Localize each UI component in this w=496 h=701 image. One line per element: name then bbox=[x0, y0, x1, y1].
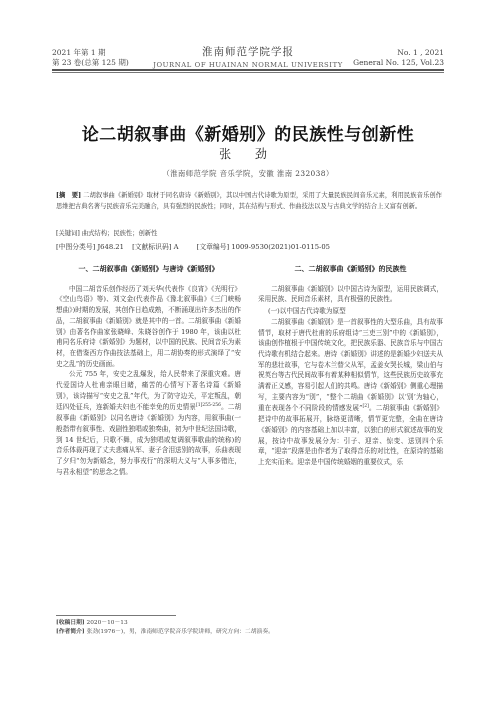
footnote-rule bbox=[56, 615, 176, 616]
author-bio-label: [作者简介] bbox=[56, 628, 85, 635]
author-affiliation: （淮南师范学院 音乐学院，安徽 淮南 232038） bbox=[162, 169, 334, 178]
paragraph-with-citation bbox=[258, 317, 443, 468]
abstract-text: 二胡叙事曲《新婚别》取材于同名唐诗《新婚别》，其以中国古代诗歌为原型，采用了大量民族民间音乐元素，利用民族音乐创作思维把古典名著与民族音乐完美融合，具有强烈的民族性；同时，其在结构与形式、作曲技法以及与古典文学的结合上又富有创新。 bbox=[56, 192, 442, 210]
document-code: [文献标识码] A bbox=[132, 243, 179, 251]
journal-title-cn: 淮南师范学院学报 bbox=[202, 46, 294, 58]
header-rule-thick bbox=[52, 69, 444, 71]
keywords-label: [关键词] bbox=[56, 230, 80, 237]
issue-line-1: 2021 年第 1 期 bbox=[52, 48, 106, 57]
clc-number: [中图分类号] J648.21 bbox=[56, 243, 124, 251]
issue-line-en-2: General No. 125, Vol.23 bbox=[353, 57, 444, 67]
received-date: 2020－10－13 bbox=[86, 620, 128, 626]
paragraph-text-cont: 。二胡叙事曲《新婚别》把诗中的故事拓展开，脉络更清晰，情节更完整，全曲在唐诗《新婚别》的内容基础上加以丰富，以独白的形式叙述故事的发展，按诗中故事发展分为：引子、迎亲、惊变、送别四个乐章，“迎亲”段落是由作者为了取得音乐的对比性，在原诗的基础上充实而来。迎亲是中国传统婚姻的重要仪式，乐 bbox=[258, 404, 444, 467]
classification-line bbox=[56, 241, 442, 251]
paragraph-text-cont: 。二胡叙事曲《新婚别》以同名唐诗《新婚别》为内容，用叙事曲(一般指带有叙事性、戏剧性独唱或独奏曲，初为中世纪法国诗歌，到 14 世纪后，只歌不舞，成为独唱或复调叙事歌曲的统称)的音乐体裁再现了丈夫悲痛从军、妻子含泪送别的故事，乐曲表现了夕归“勿为新婚念，努力事戎行”的深明大义与“人事多错迕，与君永相望”的思念之情。 bbox=[56, 403, 242, 476]
right-column bbox=[258, 264, 443, 468]
abstract bbox=[56, 191, 442, 213]
section-heading-2: 二、二胡叙事曲《新婚别》的民族性 bbox=[294, 264, 407, 273]
header-issue-en bbox=[353, 48, 444, 67]
author-bio: 张劲(1976－)，男，淮南师范学院音乐学院讲师，研究方向：二胡演奏。 bbox=[86, 628, 274, 635]
journal-title-en: JOURNAL OF HUAINAN NORMAL UNIVERSITY bbox=[153, 61, 343, 69]
article-number: [文章编号] 1009-9530(2021)01-0115-05 bbox=[196, 243, 331, 251]
paragraph: 中国二胡音乐创作经历了刘天华(代表作《良宵》《光明行》《空山鸟语》等)、刘文金(代表作品《豫北叙事曲》《三门峡畅想曲》)时期的发展，其创作日趋成熟，不断涌现出许多杰出的作品，二胡叙事曲《新婚别》就是其中的一首。二胡叙事曲《新婚别》由著名作曲家张晓峰、朱晓谷创作于 1980 年，该曲以杜甫同名乐府诗《新婚别》为题材，以中国的民族、民间音乐为素材，在借鉴西方作曲技法基础上，用二胡协奏的形式演绎了“安史之乱”的历史画面。 bbox=[56, 284, 241, 368]
keywords bbox=[56, 228, 442, 237]
citation-ref: [2] bbox=[362, 404, 369, 410]
section-heading-1: 一、二胡叙事曲《新婚别》与唐诗《新婚别》 bbox=[78, 264, 219, 273]
left-column bbox=[56, 264, 241, 478]
footnote bbox=[56, 619, 442, 636]
article-author: 张 劲 bbox=[219, 147, 277, 161]
paragraph-text: 公元 755 年，安史之乱爆发，给人民带来了深重灾难。唐代爱国诗人杜甫亲眼目睹，痛苦的心情写下著名诗篇《新婚别》，该诗描写“安史之乱”年代，为了防守边关，平定叛乱，朝廷四处征兵，连新婚夫妇也不能幸免的历史情景 bbox=[56, 370, 241, 412]
issue-line-en-1: No. 1 , 2021 bbox=[397, 48, 444, 57]
paragraph-text: 二胡叙事曲《新婚别》是一首叙事性的大型乐曲，具有故事情节，取材于唐代杜甫的乐府组诗“三吏三别”中的《新婚别》，该曲创作植根于中国传统文化，把民族乐器、民族音乐与中国古代诗歌有机结合起来。唐诗《新婚别》讲述的是新婚少妇送夫从军的悲壮故事，它与卷木兰替父从军，孟姜女哭长城，梁山伯与祝英台等古代民间故事有着某种相似情节，这些民族历史故事充满着正义感，容易引起人们的共鸣。唐诗《新婚别》侧重心理描写，主要内容为“别”，“整个二胡曲《新婚别》以‘别’为轴心，重在表现各个不同阶段的情感发展” bbox=[258, 317, 443, 413]
issue-line-2: 第 23 卷(总第 125 期) bbox=[52, 57, 129, 67]
citation-ref: [1]255-256 bbox=[195, 403, 222, 409]
keywords-text: 曲式结构；民族性；创新性 bbox=[81, 230, 158, 237]
header-rule-thin bbox=[52, 72, 444, 73]
abstract-label: [摘 要] bbox=[56, 192, 82, 199]
subsection-heading: (一)以中国古代诗歌为原型 bbox=[268, 307, 346, 316]
received-date-line bbox=[56, 619, 442, 628]
author-bio-line bbox=[56, 628, 442, 637]
paragraph-with-citation bbox=[56, 369, 241, 477]
paragraph: 二胡叙事曲《新婚别》以中国古诗为原型，运用民族调式，采用民族、民间音乐素材，具有极强的民族性。 bbox=[258, 284, 443, 304]
received-label: [收稿日期] bbox=[56, 620, 85, 626]
article-title: 论二胡叙事曲《新婚别》的民族性与创新性 bbox=[81, 125, 415, 145]
